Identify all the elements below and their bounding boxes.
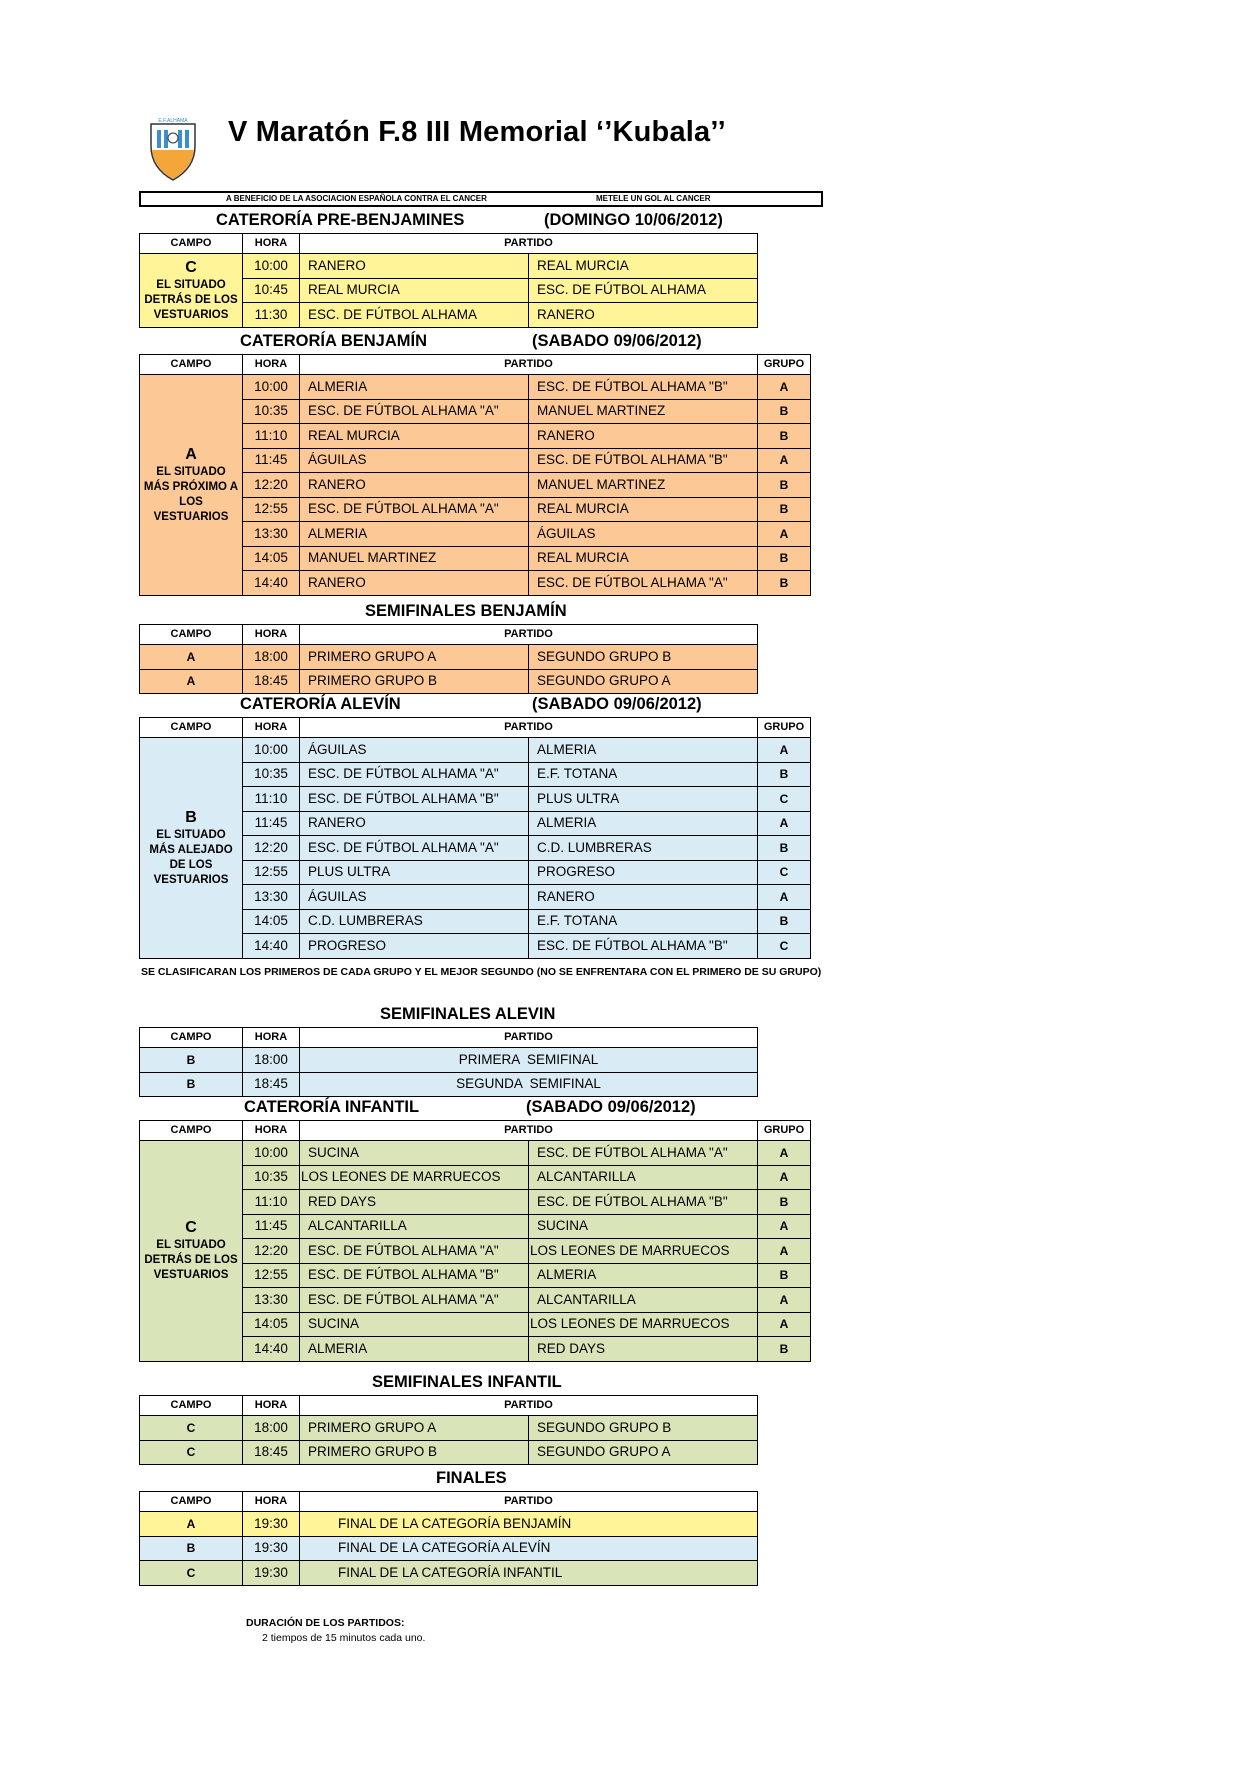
hora-cell: 14:40 xyxy=(243,571,300,596)
hora-cell: 19:30 xyxy=(243,1561,300,1586)
team-local: LOS LEONES DE MARRUECOS xyxy=(300,1165,529,1190)
team-local: ALMERIA xyxy=(300,375,529,400)
team-visitante: RANERO xyxy=(529,424,758,449)
team-local: ESC. DE FÚTBOL ALHAMA "A" xyxy=(300,399,529,424)
hora-cell: 18:45 xyxy=(243,1072,300,1097)
header-hora: HORA xyxy=(243,718,300,738)
hora-cell: 10:00 xyxy=(243,375,300,400)
team-local: RANERO xyxy=(300,571,529,596)
campo-description: EL SITUADO DETRÁS DE LOS VESTUARIOS xyxy=(144,278,238,321)
hora-cell: 11:45 xyxy=(243,448,300,473)
hora-cell: 19:30 xyxy=(243,1512,300,1537)
team-visitante: LOS LEONES DE MARRUECOS xyxy=(529,1312,758,1337)
team-visitante: ESC. DE FÚTBOL ALHAMA "B" xyxy=(529,934,758,959)
grupo-cell: A xyxy=(758,738,811,763)
team-local: ESC. DE FÚTBOL ALHAMA "B" xyxy=(300,787,529,812)
campo-cell: C xyxy=(140,1416,243,1441)
header-partido: PARTIDO xyxy=(300,718,758,738)
table-row xyxy=(140,669,758,694)
campo-cell: C xyxy=(140,1440,243,1465)
header-partido: PARTIDO xyxy=(300,234,758,254)
hora-cell: 12:55 xyxy=(243,497,300,522)
team-local: ESC. DE FÚTBOL ALHAMA "B" xyxy=(300,1263,529,1288)
campo-letter: C xyxy=(185,1219,197,1237)
team-visitante: REAL MURCIA xyxy=(529,546,758,571)
grupo-cell: A xyxy=(758,1141,811,1166)
header-grupo: GRUPO xyxy=(758,355,811,375)
campo-cell: A xyxy=(140,645,243,670)
team-visitante: REAL MURCIA xyxy=(529,254,758,279)
grupo-cell: A xyxy=(758,811,811,836)
team-local: ALCANTARILLA xyxy=(300,1214,529,1239)
team-visitante: E.F. TOTANA xyxy=(529,762,758,787)
team-visitante: PLUS ULTRA xyxy=(529,787,758,812)
hora-cell: 12:20 xyxy=(243,836,300,861)
header-hora: HORA xyxy=(243,1396,300,1416)
team-local: ESC. DE FÚTBOL ALHAMA "A" xyxy=(300,497,529,522)
semis-infantil-table xyxy=(139,1395,758,1465)
club-shield-logo xyxy=(148,116,198,182)
grupo-cell: B xyxy=(758,836,811,861)
header-hora: HORA xyxy=(243,1028,300,1048)
hora-cell: 11:10 xyxy=(243,424,300,449)
banner-right-text: METELE UN GOL AL CANCER xyxy=(596,194,711,203)
partido-cell: PRIMERA SEMIFINAL xyxy=(300,1048,758,1073)
grupo-cell: B xyxy=(758,424,811,449)
hora-cell: 14:05 xyxy=(243,546,300,571)
hora-cell: 11:30 xyxy=(243,303,300,328)
team-visitante: REAL MURCIA xyxy=(529,497,758,522)
hora-cell: 10:35 xyxy=(243,762,300,787)
semis-benjamin-table xyxy=(139,624,758,694)
semis-alevin-title: SEMIFINALES ALEVIN xyxy=(380,1005,556,1023)
table-row xyxy=(140,738,811,763)
hora-cell: 18:00 xyxy=(243,1416,300,1441)
hora-cell: 14:05 xyxy=(243,1312,300,1337)
team-local: RANERO xyxy=(300,473,529,498)
team-local: ALMERIA xyxy=(300,522,529,547)
hora-cell: 10:35 xyxy=(243,1165,300,1190)
semis-infantil-title: SEMIFINALES INFANTIL xyxy=(372,1373,562,1391)
campo-cell: B xyxy=(140,1072,243,1097)
header-hora: HORA xyxy=(243,1492,300,1512)
team-local: ESC. DE FÚTBOL ALHAMA "A" xyxy=(300,1239,529,1264)
hora-cell: 11:45 xyxy=(243,1214,300,1239)
grupo-cell: B xyxy=(758,473,811,498)
partido-cell: SEGUNDA SEMIFINAL xyxy=(300,1072,758,1097)
grupo-cell: A xyxy=(758,885,811,910)
team-visitante: ESC. DE FÚTBOL ALHAMA "B" xyxy=(529,375,758,400)
team-visitante: ESC. DE FÚTBOL ALHAMA "B" xyxy=(529,448,758,473)
header-campo: CAMPO xyxy=(140,355,243,375)
team-local: ALMERIA xyxy=(300,1337,529,1362)
table-row xyxy=(140,1561,758,1586)
infantil-table xyxy=(139,1120,811,1362)
alevin-date: (SABADO 09/06/2012) xyxy=(532,695,702,713)
header-campo: CAMPO xyxy=(140,234,243,254)
team-visitante: ESC. DE FÚTBOL ALHAMA "A" xyxy=(529,571,758,596)
hora-cell: 14:40 xyxy=(243,1337,300,1362)
campo-cell xyxy=(140,254,243,328)
header-campo: CAMPO xyxy=(140,625,243,645)
hora-cell: 14:40 xyxy=(243,934,300,959)
table-header xyxy=(140,1121,811,1141)
hora-cell: 12:55 xyxy=(243,1263,300,1288)
team-local: SUCINA xyxy=(300,1141,529,1166)
table-row xyxy=(140,1141,811,1166)
table-row xyxy=(140,1440,758,1465)
grupo-cell: B xyxy=(758,762,811,787)
team-local: ESC. DE FÚTBOL ALHAMA "A" xyxy=(300,762,529,787)
header-campo: CAMPO xyxy=(140,1492,243,1512)
hora-cell: 10:35 xyxy=(243,399,300,424)
team-local: RANERO xyxy=(300,254,529,279)
benjamin-title: CATERORÍA BENJAMÍN xyxy=(240,332,428,350)
team-local: PLUS ULTRA xyxy=(300,860,529,885)
header-partido: PARTIDO xyxy=(300,355,758,375)
partido-cell: FINAL DE LA CATEGORÍA ALEVÍN xyxy=(300,1536,758,1561)
hora-cell: 12:20 xyxy=(243,1239,300,1264)
team-visitante: SEGUNDO GRUPO A xyxy=(529,669,758,694)
prebenjamines-date: (DOMINGO 10/06/2012) xyxy=(544,211,723,229)
alevin-title: CATERORÍA ALEVÍN xyxy=(240,695,401,713)
header-partido: PARTIDO xyxy=(300,1396,758,1416)
table-header xyxy=(140,1028,758,1048)
semis-benjamin-title: SEMIFINALES BENJAMÍN xyxy=(365,602,567,620)
campo-description: EL SITUADO DETRÁS DE LOS VESTUARIOS xyxy=(144,1239,238,1282)
hora-cell: 18:45 xyxy=(243,669,300,694)
grupo-cell: A xyxy=(758,1288,811,1313)
hora-cell: 13:30 xyxy=(243,522,300,547)
team-visitante: ESC. DE FÚTBOL ALHAMA "B" xyxy=(529,1190,758,1215)
table-row xyxy=(140,1416,758,1441)
header-campo: CAMPO xyxy=(140,718,243,738)
benjamin-table xyxy=(139,354,811,596)
hora-cell: 18:45 xyxy=(243,1440,300,1465)
grupo-cell: B xyxy=(758,1190,811,1215)
campo-cell: A xyxy=(140,669,243,694)
header-grupo: GRUPO xyxy=(758,718,811,738)
hora-cell: 10:00 xyxy=(243,738,300,763)
table-row xyxy=(140,1536,758,1561)
prebenjamines-table xyxy=(139,233,758,328)
team-visitante: SEGUNDO GRUPO B xyxy=(529,645,758,670)
team-local: ESC. DE FÚTBOL ALHAMA xyxy=(300,303,529,328)
grupo-cell: B xyxy=(758,1263,811,1288)
team-local: PRIMERO GRUPO B xyxy=(300,1440,529,1465)
team-visitante: ALCANTARILLA xyxy=(529,1288,758,1313)
team-local: MANUEL MARTINEZ xyxy=(300,546,529,571)
semis-alevin-table xyxy=(139,1027,758,1097)
team-local: ÁGUILAS xyxy=(300,448,529,473)
grupo-cell: B xyxy=(758,909,811,934)
table-header xyxy=(140,718,811,738)
team-local: RANERO xyxy=(300,811,529,836)
team-visitante: ALMERIA xyxy=(529,811,758,836)
page-title: V Maratón F.8 III Memorial ‘’Kubala’’ xyxy=(228,116,726,148)
table-header xyxy=(140,234,758,254)
campo-cell: B xyxy=(140,1048,243,1073)
hora-cell: 10:00 xyxy=(243,1141,300,1166)
header-partido: PARTIDO xyxy=(300,1028,758,1048)
team-visitante: RANERO xyxy=(529,303,758,328)
campo-cell xyxy=(140,738,243,959)
team-local: ÁGUILAS xyxy=(300,738,529,763)
campo-cell: C xyxy=(140,1561,243,1586)
grupo-cell: A xyxy=(758,1214,811,1239)
table-row xyxy=(140,1072,758,1097)
header-campo: CAMPO xyxy=(140,1028,243,1048)
table-header xyxy=(140,355,811,375)
team-visitante: ALCANTARILLA xyxy=(529,1165,758,1190)
grupo-cell: C xyxy=(758,860,811,885)
team-local: RED DAYS xyxy=(300,1190,529,1215)
table-header xyxy=(140,625,758,645)
team-visitante: C.D. LUMBRERAS xyxy=(529,836,758,861)
header-hora: HORA xyxy=(243,234,300,254)
partido-cell: FINAL DE LA CATEGORÍA INFANTIL xyxy=(300,1561,758,1586)
team-local: ESC. DE FÚTBOL ALHAMA "A" xyxy=(300,1288,529,1313)
grupo-cell: A xyxy=(758,448,811,473)
header-hora: HORA xyxy=(243,1121,300,1141)
grupo-cell: A xyxy=(758,1165,811,1190)
team-local: REAL MURCIA xyxy=(300,424,529,449)
grupo-cell: C xyxy=(758,787,811,812)
table-header xyxy=(140,1396,758,1416)
table-row xyxy=(140,1048,758,1073)
team-visitante: E.F. TOTANA xyxy=(529,909,758,934)
campo-cell xyxy=(140,1141,243,1362)
grupo-cell: B xyxy=(758,497,811,522)
hora-cell: 18:00 xyxy=(243,1048,300,1073)
hora-cell: 11:45 xyxy=(243,811,300,836)
team-local: REAL MURCIA xyxy=(300,278,529,303)
team-visitante: SUCINA xyxy=(529,1214,758,1239)
header-grupo: GRUPO xyxy=(758,1121,811,1141)
grupo-cell: B xyxy=(758,1337,811,1362)
campo-cell: A xyxy=(140,1512,243,1537)
team-visitante: ÁGUILAS xyxy=(529,522,758,547)
grupo-cell: B xyxy=(758,571,811,596)
team-visitante: ESC. DE FÚTBOL ALHAMA xyxy=(529,278,758,303)
team-local: ÁGUILAS xyxy=(300,885,529,910)
table-row xyxy=(140,375,811,400)
charity-banner xyxy=(139,191,823,207)
grupo-cell: A xyxy=(758,1239,811,1264)
hora-cell: 19:30 xyxy=(243,1536,300,1561)
campo-letter: A xyxy=(185,445,197,463)
duracion-label: DURACIÓN DE LOS PARTIDOS: xyxy=(246,1617,405,1629)
team-local: ESC. DE FÚTBOL ALHAMA "A" xyxy=(300,836,529,861)
hora-cell: 11:10 xyxy=(243,1190,300,1215)
team-visitante: ESC. DE FÚTBOL ALHAMA "A" xyxy=(529,1141,758,1166)
header-campo: CAMPO xyxy=(140,1121,243,1141)
benjamin-date: (SABADO 09/06/2012) xyxy=(532,332,702,350)
team-visitante: LOS LEONES DE MARRUECOS xyxy=(529,1239,758,1264)
header-hora: HORA xyxy=(243,625,300,645)
infantil-date: (SABADO 09/06/2012) xyxy=(526,1098,696,1116)
alevin-table xyxy=(139,717,811,959)
team-visitante: ALMERIA xyxy=(529,738,758,763)
grupo-cell: A xyxy=(758,522,811,547)
hora-cell: 14:05 xyxy=(243,909,300,934)
grupo-cell: A xyxy=(758,1312,811,1337)
grupo-cell: A xyxy=(758,375,811,400)
grupo-cell: C xyxy=(758,934,811,959)
hora-cell: 12:55 xyxy=(243,860,300,885)
hora-cell: 13:30 xyxy=(243,885,300,910)
banner-left-text: A BENEFICIO DE LA ASOCIACION ESPAÑOLA CONTRA EL CANCER xyxy=(226,194,487,203)
team-visitante: RED DAYS xyxy=(529,1337,758,1362)
table-row xyxy=(140,254,758,279)
campo-cell xyxy=(140,375,243,596)
hora-cell: 11:10 xyxy=(243,787,300,812)
header-hora: HORA xyxy=(243,355,300,375)
header-campo: CAMPO xyxy=(140,1396,243,1416)
alevin-qualification-note: SE CLASIFICARAN LOS PRIMEROS DE CADA GRUPO Y EL MEJOR SEGUNDO (NO SE ENFRENTARA CON EL PRIMERO DE SU GRUPO) xyxy=(141,966,822,978)
header-partido: PARTIDO xyxy=(300,1492,758,1512)
table-row xyxy=(140,1512,758,1537)
team-local: PROGRESO xyxy=(300,934,529,959)
campo-description: EL SITUADO MÁS PRÓXIMO A LOS VESTUARIOS xyxy=(143,465,239,523)
team-visitante: ALMERIA xyxy=(529,1263,758,1288)
team-visitante: MANUEL MARTINEZ xyxy=(529,473,758,498)
campo-letter: C xyxy=(185,258,197,276)
header-partido: PARTIDO xyxy=(300,1121,758,1141)
grupo-cell: B xyxy=(758,399,811,424)
prebenjamines-title: CATERORÍA PRE-BENJAMINES xyxy=(216,211,465,229)
table-row xyxy=(140,645,758,670)
infantil-title: CATERORÍA INFANTIL xyxy=(244,1098,420,1116)
duracion-text: 2 tiempos de 15 minutos cada uno. xyxy=(262,1632,426,1644)
team-local: C.D. LUMBRERAS xyxy=(300,909,529,934)
partido-cell: FINAL DE LA CATEGORÍA BENJAMÍN xyxy=(300,1512,758,1537)
team-local: PRIMERO GRUPO A xyxy=(300,1416,529,1441)
hora-cell: 10:00 xyxy=(243,254,300,279)
team-visitante: RANERO xyxy=(529,885,758,910)
team-visitante: SEGUNDO GRUPO A xyxy=(529,1440,758,1465)
hora-cell: 12:20 xyxy=(243,473,300,498)
team-visitante: PROGRESO xyxy=(529,860,758,885)
finales-title: FINALES xyxy=(436,1469,507,1487)
header-partido: PARTIDO xyxy=(300,625,758,645)
team-visitante: SEGUNDO GRUPO B xyxy=(529,1416,758,1441)
team-visitante: MANUEL MARTINEZ xyxy=(529,399,758,424)
hora-cell: 10:45 xyxy=(243,278,300,303)
team-local: PRIMERO GRUPO B xyxy=(300,669,529,694)
team-local: SUCINA xyxy=(300,1312,529,1337)
hora-cell: 18:00 xyxy=(243,645,300,670)
svg-text:E.F.ALHAMA: E.F.ALHAMA xyxy=(158,118,188,124)
team-local: PRIMERO GRUPO A xyxy=(300,645,529,670)
campo-description: EL SITUADO MÁS ALEJADO DE LOS VESTUARIOS xyxy=(149,828,233,886)
grupo-cell: B xyxy=(758,546,811,571)
finales-table xyxy=(139,1491,758,1586)
campo-cell: B xyxy=(140,1536,243,1561)
hora-cell: 13:30 xyxy=(243,1288,300,1313)
table-header xyxy=(140,1492,758,1512)
campo-letter: B xyxy=(185,808,197,826)
